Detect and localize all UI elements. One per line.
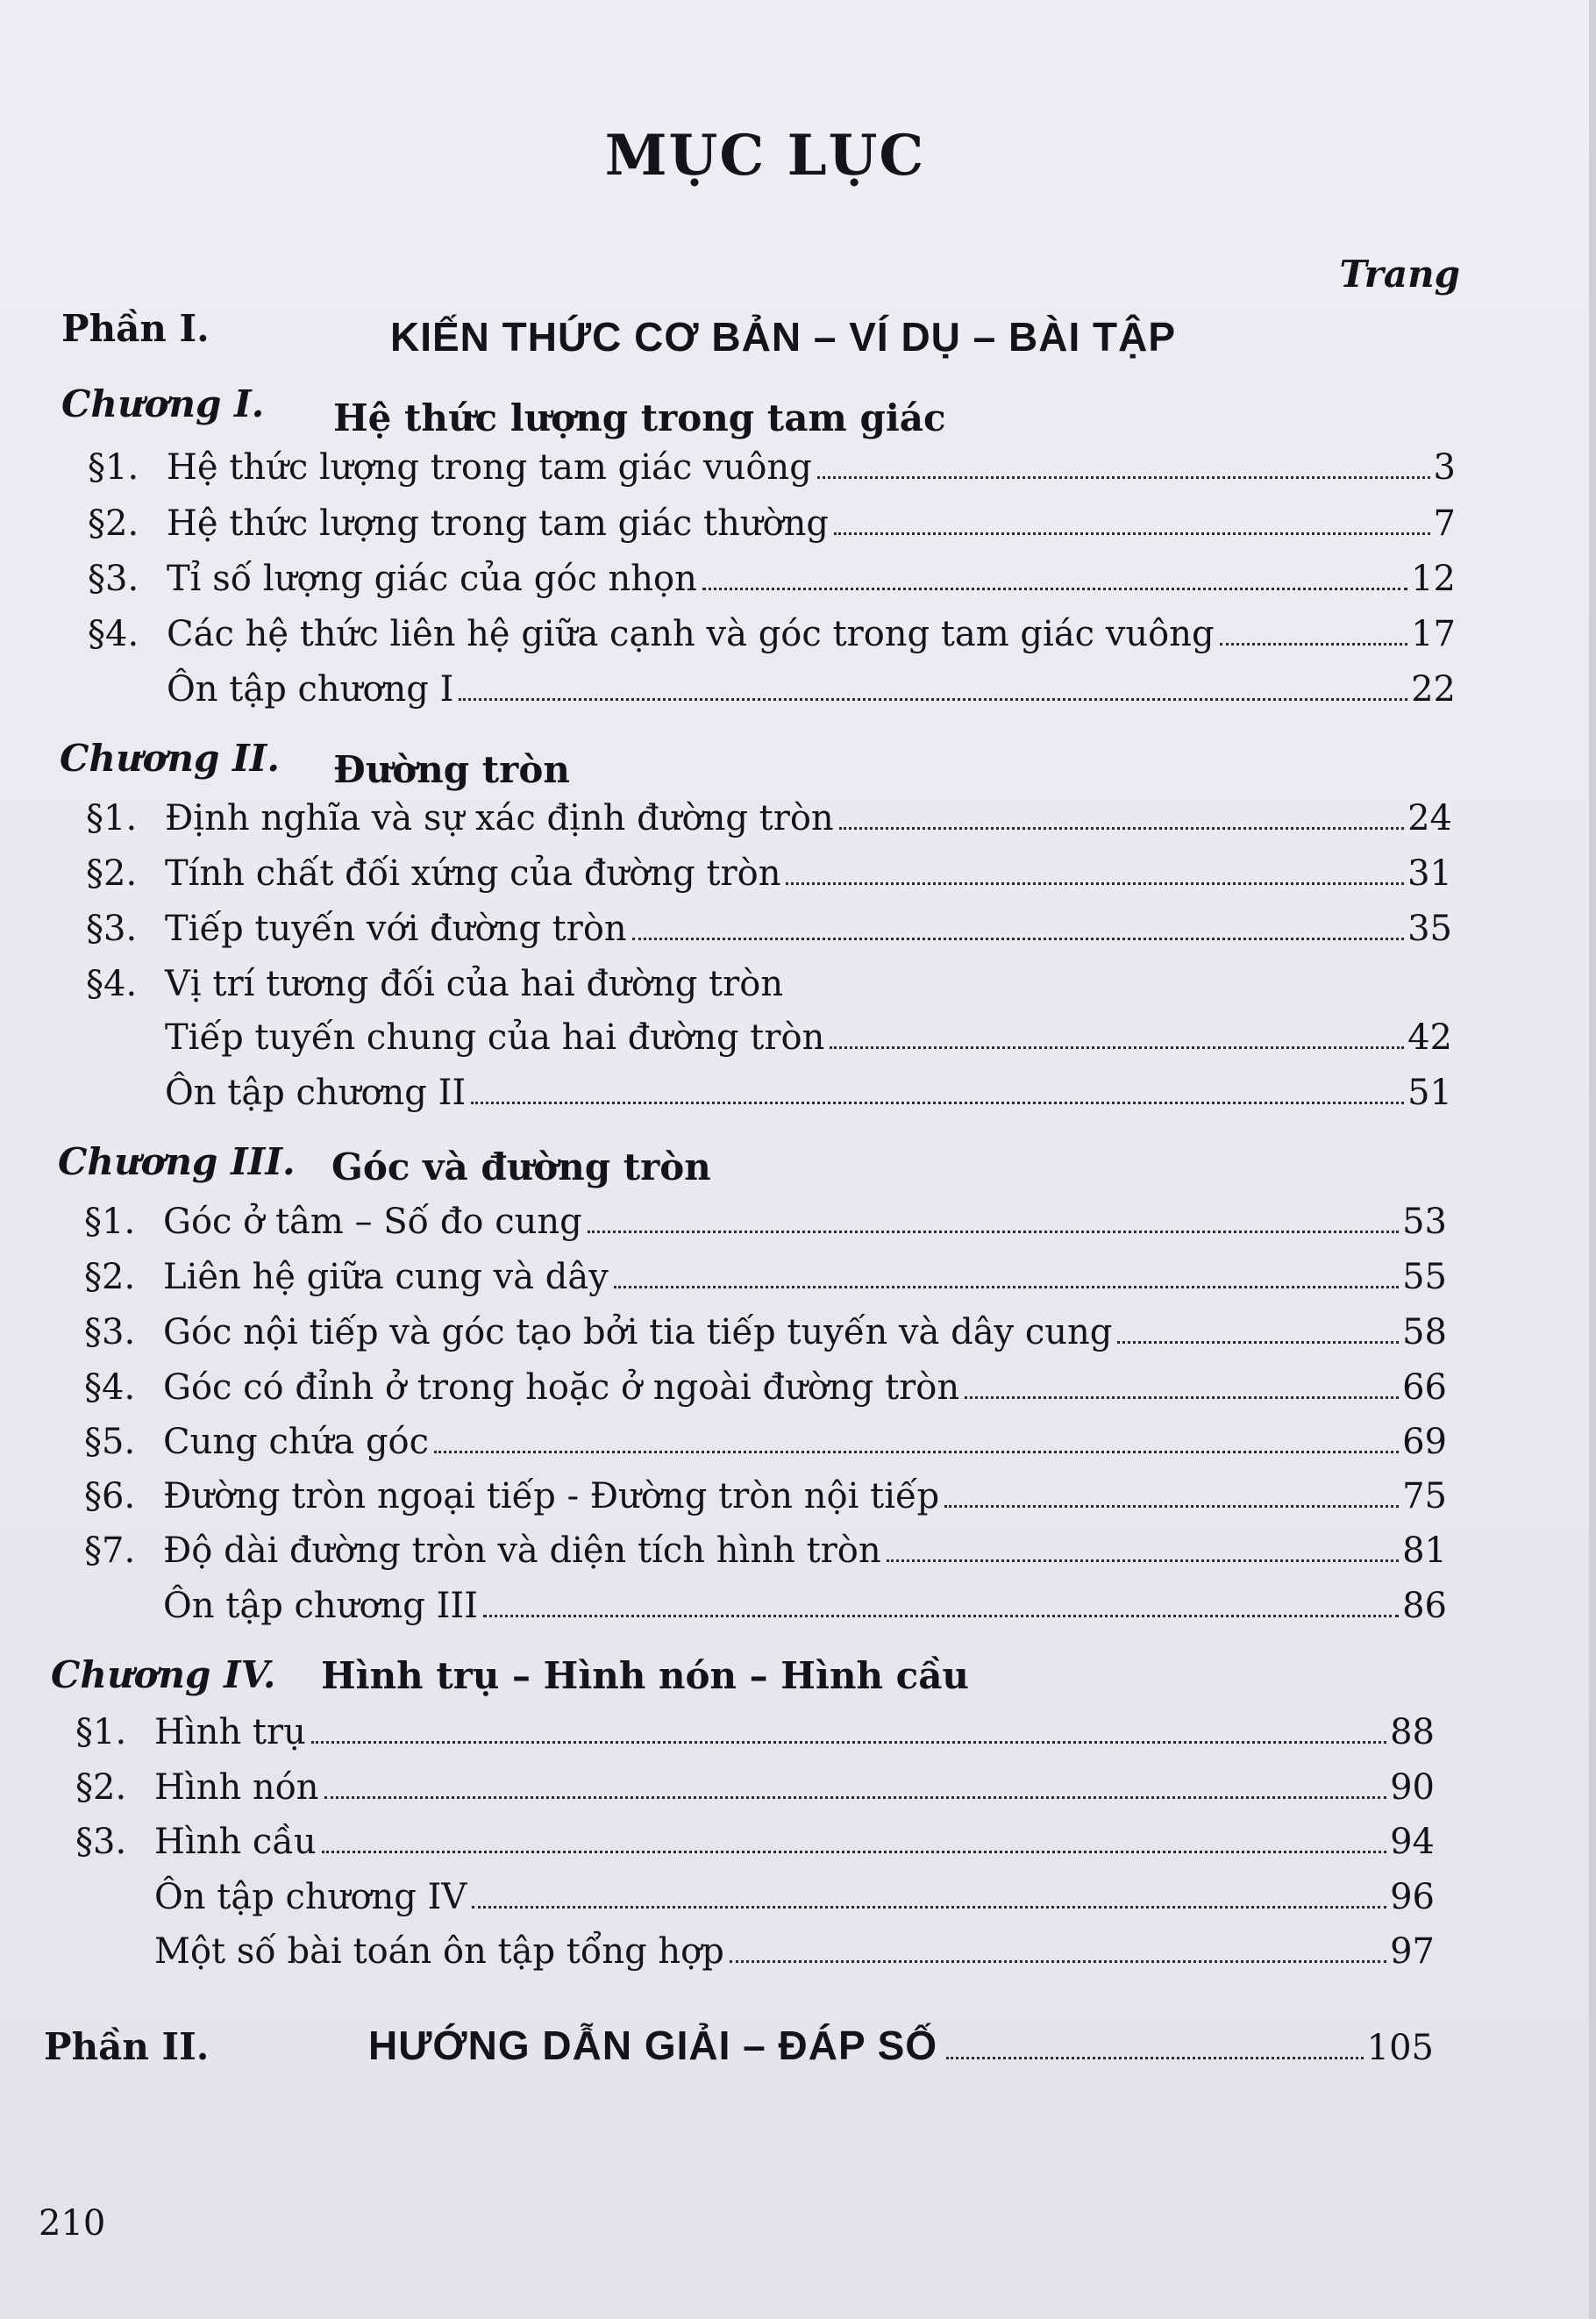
entry-page: 35: [1407, 909, 1452, 949]
chapter-3-title: Góc và đường tròn: [331, 1145, 711, 1188]
entry-number: §3.: [84, 1312, 136, 1352]
entry-number: §7.: [84, 1531, 136, 1571]
entry-number: §3.: [75, 1822, 127, 1862]
entry-page: 75: [1402, 1476, 1447, 1516]
entry-page: 58: [1402, 1312, 1447, 1352]
entry-text: Tính chất đối xứng của đường tròn: [165, 853, 781, 894]
entry-text: Góc ở tâm – Số đo cung: [163, 1202, 582, 1242]
dot-leader: [817, 476, 1430, 479]
dot-leader: [965, 1396, 1399, 1399]
dot-leader: [472, 1906, 1386, 1909]
chapter-1-title: Hệ thức lượng trong tam giác: [333, 396, 946, 439]
toc-entry: [84, 1312, 1447, 1352]
entry-text: Hình trụ: [154, 1712, 306, 1752]
dot-leader: [786, 882, 1404, 885]
entry-page: 53: [1402, 1202, 1447, 1242]
entry-number: §1.: [86, 798, 138, 838]
toc-entry: [88, 447, 1456, 488]
page-number: 210: [39, 2203, 106, 2244]
part1-label: Phần I.: [61, 307, 210, 350]
toc-entry: [75, 1877, 1435, 1917]
entry-page: 7: [1433, 503, 1456, 544]
entry-page: 94: [1390, 1822, 1435, 1862]
entry-text: Định nghĩa và sự xác định đường tròn: [165, 798, 834, 838]
entry-page: 90: [1390, 1767, 1435, 1808]
toc-entry: [84, 1202, 1447, 1242]
entry-text: Một số bài toán ôn tập tổng hợp: [154, 1931, 724, 1972]
entry-page: 3: [1433, 447, 1456, 488]
entry-number: §4.: [84, 1367, 136, 1408]
entry-page: 88: [1390, 1712, 1435, 1752]
dot-leader: [730, 1960, 1386, 1963]
toc-entry: [86, 798, 1452, 838]
part1-title: KIẾN THỨC CƠ BẢN – VÍ DỤ – BÀI TẬP: [390, 314, 1177, 360]
dot-leader: [471, 1102, 1404, 1104]
entry-text: Các hệ thức liên hệ giữa cạnh và góc trong tam giác vuông: [167, 614, 1215, 654]
entry-text: Ôn tập chương II: [165, 1073, 467, 1113]
entry-text: Tiếp tuyến với đường tròn: [165, 909, 627, 949]
part2-title: HƯỚNG DẪN GIẢI – ĐÁP SỐ: [368, 2023, 938, 2068]
chapter-1-label: Chương I.: [61, 382, 265, 425]
toc-entry: [86, 909, 1452, 949]
entry-page: 42: [1407, 1017, 1452, 1058]
entry-page: 51: [1407, 1073, 1452, 1113]
part2-row: [44, 2022, 1434, 2069]
dot-leader: [483, 1615, 1399, 1617]
toc-entry: [88, 503, 1456, 544]
entry-text: Hình cầu: [154, 1822, 317, 1862]
page-edge: [1589, 0, 1596, 2319]
entry-text: Vị trí tương đối của hai đường tròn: [165, 964, 784, 1004]
entry-page: 66: [1402, 1367, 1447, 1408]
entry-text: Hệ thức lượng trong tam giác thường: [167, 503, 830, 544]
entry-page: 24: [1407, 798, 1452, 838]
entry-number: §3.: [86, 909, 138, 949]
entry-text: Tiếp tuyến chung của hai đường tròn: [165, 1017, 825, 1058]
entry-page: 69: [1402, 1422, 1447, 1462]
entry-text: Góc có đỉnh ở trong hoặc ở ngoài đường tròn: [163, 1367, 960, 1408]
entry-number: §2.: [86, 853, 138, 894]
entry-text: Ôn tập chương I: [167, 669, 454, 710]
dot-leader: [839, 827, 1404, 830]
entry-number: §1.: [84, 1202, 136, 1242]
toc-entry: [75, 1767, 1435, 1808]
entry-number: §2.: [84, 1257, 136, 1297]
part2-label: Phần II.: [44, 2025, 210, 2068]
toc-entry: [86, 964, 1452, 1004]
entry-text: Đường tròn ngoại tiếp - Đường tròn nội tiếp: [163, 1476, 940, 1516]
dot-leader: [1117, 1341, 1399, 1344]
toc-entry: [86, 1073, 1452, 1113]
page-column-label: Trang: [1339, 253, 1460, 296]
entry-text: Ôn tập chương IV: [154, 1877, 467, 1917]
dot-leader: [702, 588, 1407, 590]
entry-text: Hệ thức lượng trong tam giác vuông: [167, 447, 812, 488]
entry-number: §1.: [75, 1712, 127, 1752]
entry-number: §3.: [88, 559, 139, 599]
toc-entry: [84, 1367, 1447, 1408]
dot-leader: [834, 532, 1430, 535]
entry-text: Cung chứa góc: [163, 1422, 430, 1462]
dot-leader: [588, 1231, 1399, 1233]
dot-leader: [614, 1286, 1399, 1288]
entry-number: §4.: [86, 964, 138, 1004]
dot-leader: [830, 1046, 1404, 1049]
dot-leader: [632, 938, 1404, 940]
toc-entry: [84, 1422, 1447, 1462]
entry-text: Liên hệ giữa cung và dây: [163, 1257, 609, 1297]
entry-text: Hình nón: [154, 1767, 319, 1808]
entry-page: 81: [1402, 1531, 1447, 1571]
page-title: MỤC LỤC: [604, 123, 926, 189]
entry-page: 31: [1407, 853, 1452, 894]
entry-page: 17: [1411, 614, 1456, 654]
chapter-3-label: Chương III.: [58, 1140, 296, 1183]
dot-leader: [322, 1851, 1387, 1853]
entry-text: Ôn tập chương III: [163, 1586, 479, 1626]
chapter-2-title: Đường tròn: [333, 748, 570, 791]
dot-leader: [946, 2057, 1364, 2059]
toc-entry: [75, 1712, 1435, 1752]
entry-number: §2.: [88, 503, 139, 544]
entry-number: §5.: [84, 1422, 136, 1462]
dot-leader: [887, 1559, 1399, 1562]
toc-entry: [84, 1476, 1447, 1516]
toc-entry: [86, 1017, 1452, 1058]
chapter-4-label: Chương IV.: [51, 1653, 276, 1696]
chapter-2-label: Chương II.: [60, 737, 280, 780]
entry-page: 55: [1402, 1257, 1447, 1297]
entry-number: §2.: [75, 1767, 127, 1808]
toc-entry: [75, 1931, 1435, 1972]
toc-entry: [86, 853, 1452, 894]
toc-entry: [88, 614, 1456, 654]
entry-number: §6.: [84, 1476, 136, 1516]
toc-entry: [84, 1257, 1447, 1297]
entry-text: Tỉ số lượng giác của góc nhọn: [167, 559, 697, 599]
entry-text: Góc nội tiếp và góc tạo bởi tia tiếp tuyến và dây cung: [163, 1312, 1113, 1352]
dot-leader: [311, 1741, 1386, 1744]
entry-number: §4.: [88, 614, 139, 654]
toc-entry: [84, 1531, 1447, 1571]
toc-entry: [88, 669, 1456, 710]
entry-text: Độ dài đường tròn và diện tích hình tròn: [163, 1531, 881, 1571]
entry-page: 12: [1411, 559, 1456, 599]
entry-page: 22: [1411, 669, 1456, 710]
entry-page: 86: [1402, 1586, 1447, 1626]
toc-entry: [88, 559, 1456, 599]
dot-leader: [944, 1505, 1399, 1508]
entry-page: 97: [1390, 1931, 1435, 1972]
dot-leader: [434, 1451, 1399, 1453]
part2-page: 105: [1366, 2028, 1434, 2068]
dot-leader: [459, 698, 1407, 701]
dot-leader: [324, 1796, 1387, 1799]
toc-entry: [84, 1586, 1447, 1626]
entry-page: 96: [1390, 1877, 1435, 1917]
chapter-4-title: Hình trụ – Hình nón – Hình cầu: [321, 1654, 969, 1697]
dot-leader: [1220, 643, 1408, 646]
toc-entry: [75, 1822, 1435, 1862]
entry-number: §1.: [88, 447, 139, 488]
